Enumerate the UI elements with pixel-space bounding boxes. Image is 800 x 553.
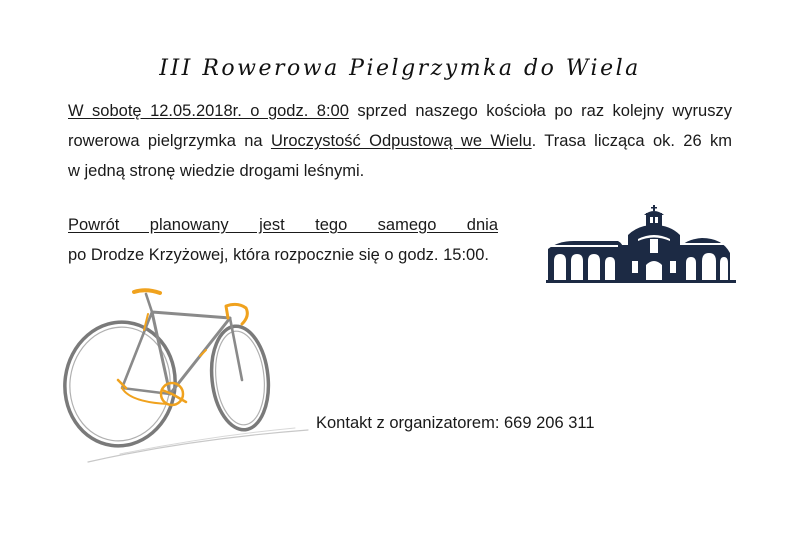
way-of-cross-text: po Drodze Krzyżowej, która rozpocznie się o godz. 15:00.	[68, 246, 489, 264]
paragraph-line-3: w jedną stronę wiedzie drogami leśnymi.	[68, 162, 365, 180]
line2-end: . Trasa licząca ok. 26 km	[531, 132, 732, 150]
line2-start: rowerowa pielgrzymka na	[68, 132, 271, 150]
page-title: III Rowerowa Pielgrzymka do Wiela	[159, 56, 641, 81]
contact-text: Kontakt z organizatorem: 669 206 311	[316, 414, 595, 432]
announcement-paragraph	[68, 96, 732, 186]
event-name-text: Uroczystość Odpustową we Wielu	[270, 132, 532, 150]
line1-rest: sprzed naszego kościoła po raz kolejny wyruszy	[348, 102, 732, 120]
date-time-text: W sobotę 12.05.2018r. o godz. 8:00	[68, 102, 349, 120]
bicycle-icon	[60, 284, 320, 469]
return-paragraph	[68, 210, 498, 270]
return-info-text: Powrót planowany jest tego samego dnia	[68, 216, 498, 234]
church-icon	[546, 205, 736, 285]
paragraph-line-2	[68, 126, 732, 156]
paragraph-line-1	[68, 96, 732, 126]
